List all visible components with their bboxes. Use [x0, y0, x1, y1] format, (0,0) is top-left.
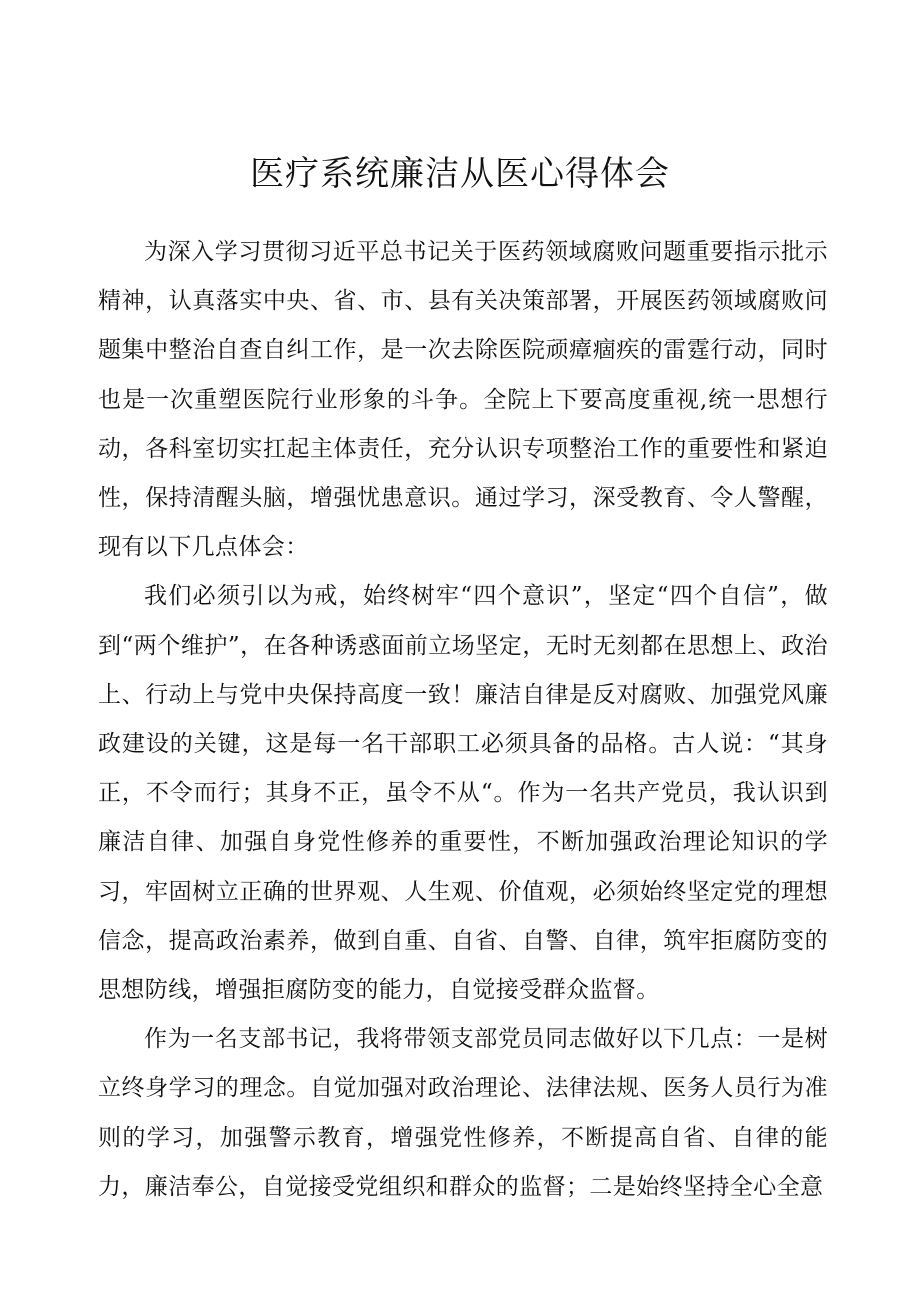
paragraph-self-discipline: 我们必须引以为戒，始终树牢“四个意识”，坚定“四个自信”，做到“两个维护”，在各种诱惑面前立场坚定，无时无刻都在思想上、政治上、行动上与党中央保持高度一致！廉洁自律是反对腐败、加强党风廉政建设的关键，这是每一名干部职工必须具备的品格。古人说：“其身正，不令而行；其身不正，虽令不从“。作为一名共产党员，我认识到廉洁自律、加强自身党性修养的重要性，不断加强政治理论知识的学习，牢固树立正确的世界观、人生观、价值观，必须始终坚定党的理想信念，提高政治素养，做到自重、自省、自警、自律，筑牢拒腐防变的思想防线，增强拒腐防变的能力，自觉接受群众监督。 [98, 583, 828, 1004]
paragraph-branch-secretary: 作为一名支部书记，我将带领支部党员同志做好以下几点：一是树立终身学习的理念。自觉加强对政治理论、法律法规、医务人员行为准则的学习，加强警示教育，增强党性修养，不断提高自省、自律的能力，廉洁奉公，自觉接受党组织和群众的监督；二是始终坚持全心全意 [98, 1026, 828, 1200]
paragraph-intro: 为深入学习贯彻习近平总书记关于医药领域腐败问题重要指示批示精神，认真落实中央、省、市、县有关决策部署，开展医药领域腐败问题集中整治自查自纠工作，是一次去除医院顽瘴痼疾的雷霆行动，同时也是一次重塑医院行业形象的斗争。全院上下要高度重视,统一思想行动，各科室切实扛起主体责任，充分认识专项整治工作的重要性和紧迫性，保持清醒头脑，增强忧患意识。通过学习，深受教育、令人警醒，现有以下几点体会： [98, 239, 828, 561]
document-body [98, 228, 828, 1212]
document-title: 医疗系统廉洁从医心得体会 [250, 154, 670, 194]
